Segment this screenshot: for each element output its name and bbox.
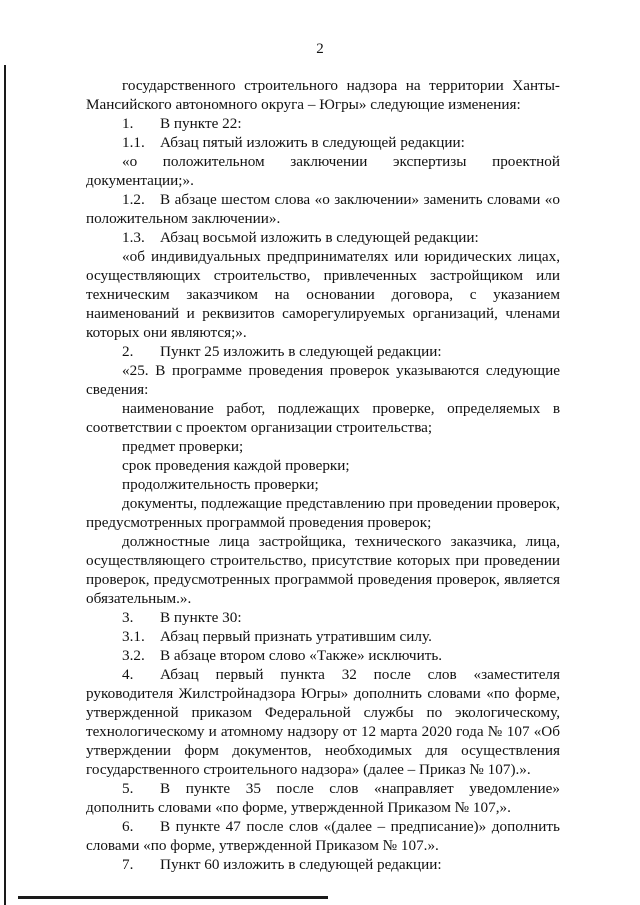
paragraph-18 — [86, 665, 560, 779]
paragraph-number: 3.1. — [122, 628, 145, 645]
paragraph-20 — [86, 817, 560, 855]
paragraph-text: В пункте 47 после слов «(далее – предписание)» дополнить словами «по форме, утвержденной Приказом № 107.». — [86, 818, 560, 854]
paragraph-10 — [86, 437, 560, 456]
paragraph-number: 1. — [122, 115, 134, 132]
document-body — [86, 76, 560, 874]
paragraph-number: 1.2. — [122, 191, 145, 208]
scan-edge-line-left — [4, 65, 6, 905]
paragraph-11 — [86, 456, 560, 475]
paragraph-text: должностные лица застройщика, технического заказчика, лица, осуществляющего строительство, присутствие которых при проведении проверок, предусмотренных программой проведения проверок, является обязательным.». — [86, 533, 560, 607]
paragraph-text: Абзац пятый изложить в следующей редакции: — [160, 134, 465, 151]
paragraph-9 — [86, 399, 560, 437]
scan-edge-line-bottom — [18, 896, 328, 899]
paragraph-number: 5. — [122, 780, 134, 797]
paragraph-text: Пункт 60 изложить в следующей редакции: — [160, 856, 442, 873]
paragraph-15 — [86, 608, 560, 627]
page-number: 2 — [316, 41, 324, 57]
paragraph-number: 1.1. — [122, 134, 145, 151]
paragraph-16 — [86, 627, 560, 646]
paragraph-text: предмет проверки; — [122, 438, 244, 455]
paragraph-number: 3. — [122, 609, 134, 626]
paragraph-text: «25. В программе проведения проверок указываются следующие сведения: — [86, 362, 560, 398]
paragraph-number: 3.2. — [122, 647, 145, 664]
paragraph-text: В пункте 30: — [160, 609, 242, 626]
paragraph-3 — [86, 152, 560, 190]
paragraph-number: 4. — [122, 666, 134, 683]
paragraph-1 — [86, 114, 560, 133]
paragraph-number: 6. — [122, 818, 134, 835]
paragraph-text: Абзац первый признать утратившим силу. — [160, 628, 432, 645]
paragraph-13 — [86, 494, 560, 532]
paragraph-6 — [86, 247, 560, 342]
paragraph-text: Абзац восьмой изложить в следующей редакции: — [160, 229, 479, 246]
paragraph-text: продолжительность проверки; — [122, 476, 319, 493]
paragraph-7 — [86, 342, 560, 361]
paragraph-text: документы, подлежащие представлению при проведении проверок, предусмотренных программой проведения проверок; — [86, 495, 560, 531]
paragraph-5 — [86, 228, 560, 247]
paragraph-2 — [86, 133, 560, 152]
paragraph-number: 1.3. — [122, 229, 145, 246]
paragraph-0 — [86, 76, 560, 114]
paragraph-text: «об индивидуальных предпринимателях или юридических лицах, осуществляющих строительство, привлеченных застройщиком или техническим заказчиком на основании договора, с указанием наименований и реквизитов саморегулируемых организаций, членами которых они являются;». — [86, 248, 560, 341]
paragraph-text: «о положительном заключении экспертизы проектной документации;». — [86, 153, 560, 189]
paragraph-19 — [86, 779, 560, 817]
paragraph-17 — [86, 646, 560, 665]
paragraph-text: наименование работ, подлежащих проверке, определяемых в соответствии с проектом организации строительства; — [86, 400, 560, 436]
paragraph-text: Пункт 25 изложить в следующей редакции: — [160, 343, 442, 360]
paragraph-8 — [86, 361, 560, 399]
paragraph-12 — [86, 475, 560, 494]
paragraph-text: В абзаце втором слово «Также» исключить. — [160, 647, 443, 664]
paragraph-text: В пункте 22: — [160, 115, 242, 132]
paragraph-14 — [86, 532, 560, 608]
paragraph-4 — [86, 190, 560, 228]
paragraph-text: срок проведения каждой проверки; — [122, 457, 350, 474]
paragraph-text: В пункте 35 после слов «направляет уведомление» дополнить словами «по форме, утвержденной Приказом № 107,». — [86, 780, 560, 816]
paragraph-text: В абзаце шестом слова «о заключении» заменить словами «о положительном заключении». — [86, 191, 560, 227]
paragraph-text: Абзац первый пункта 32 после слов «заместителя руководителя Жилстройнадзора Югры» дополнить словами «по форме, утвержденной приказом Федеральной службы по экологическому, технологическому и атомному надзору от 12 марта 2020 года № 107 «Об утверждении форм документов, необходимых для осуществления государственного строительного надзора» (далее – Приказ № 107).». — [86, 666, 560, 778]
paragraph-text: государственного строительного надзора на территории Ханты-Мансийского автономного округа – Югры» следующие изменения: — [86, 77, 560, 113]
paragraph-number: 7. — [122, 856, 134, 873]
paragraph-21 — [86, 855, 560, 874]
paragraph-number: 2. — [122, 343, 134, 360]
